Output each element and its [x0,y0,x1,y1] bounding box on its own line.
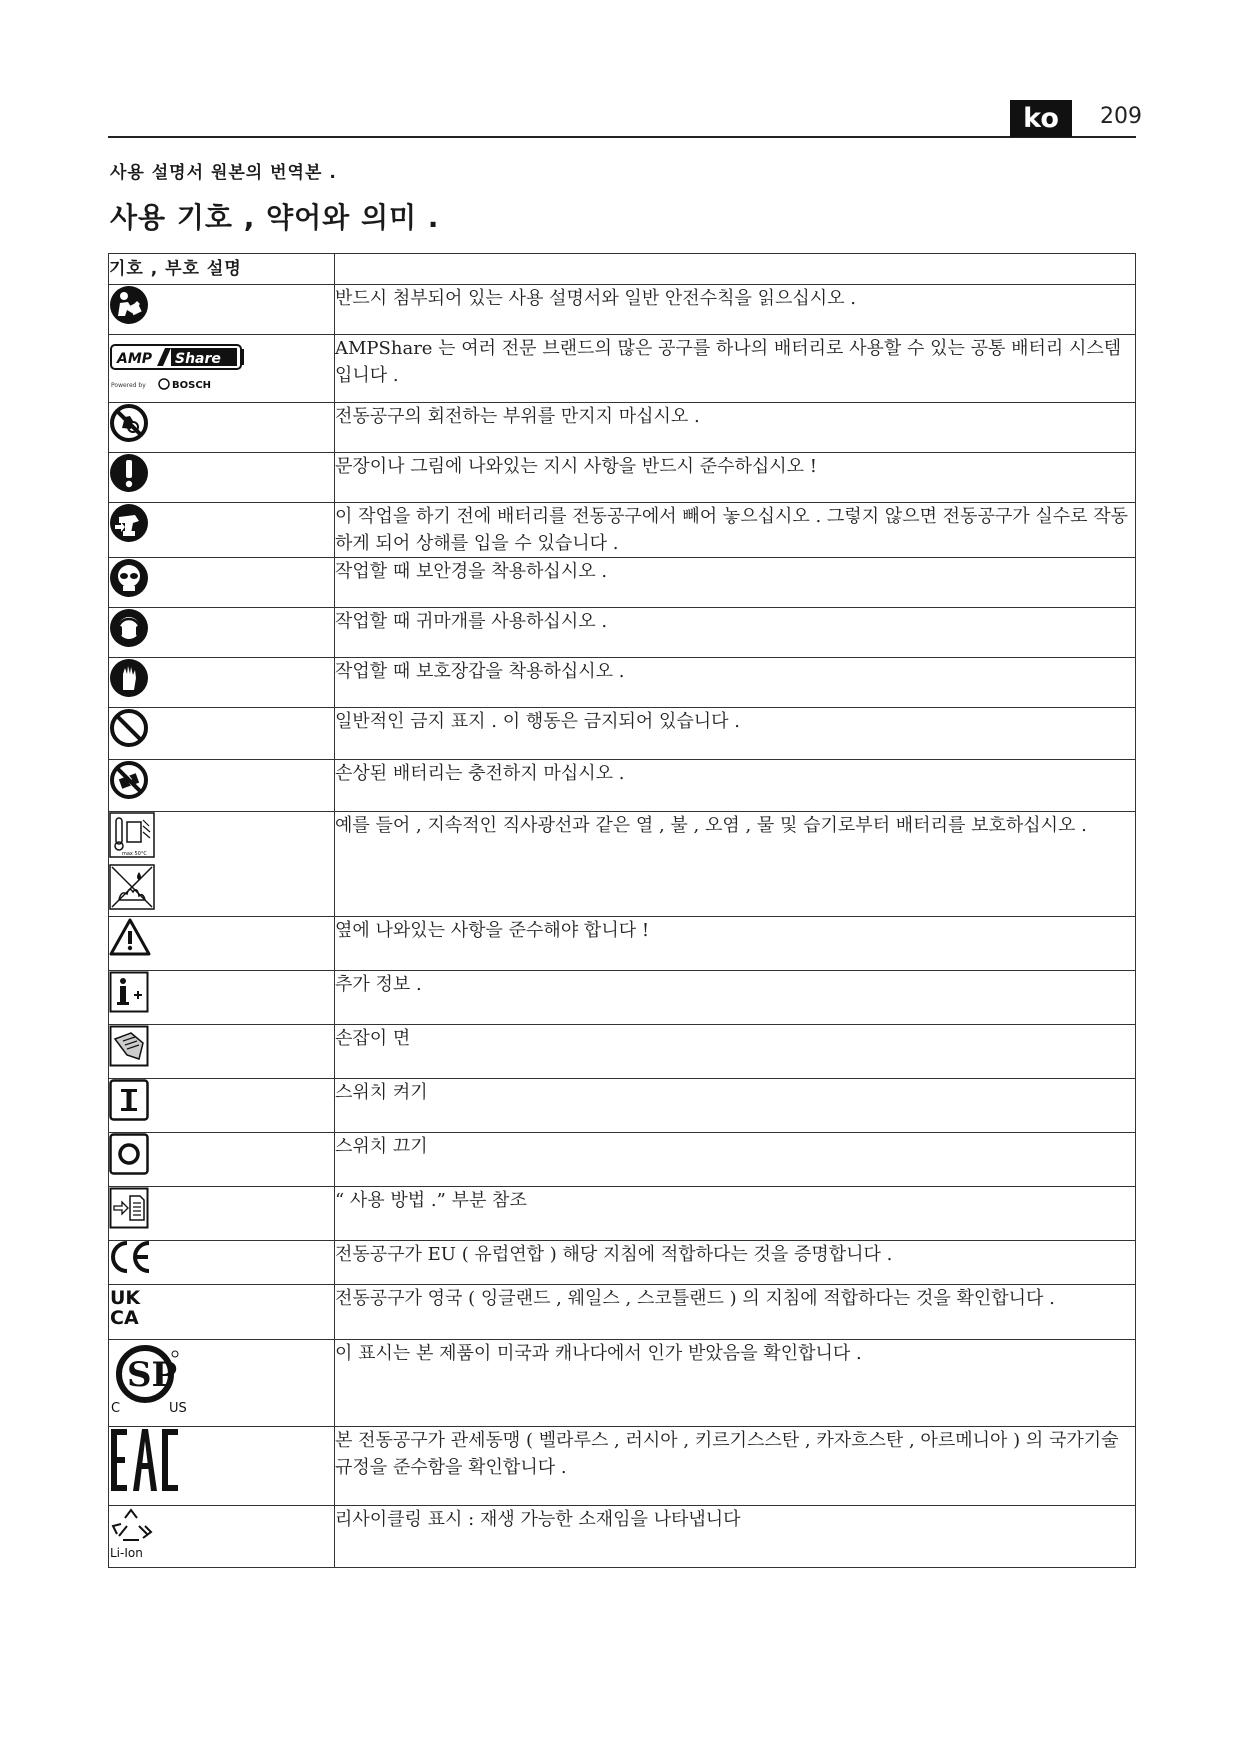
info-icon [109,971,149,1013]
warning-icon [109,917,151,957]
table-row [109,1241,1136,1285]
table-row [109,1025,1136,1079]
table-row [109,335,1136,403]
safety-glasses-icon [109,558,149,598]
li-ion-label: Li-Ion [110,1546,143,1560]
row-description: 일반적인 금지 표지 . 이 행동은 금지되어 있습니다 . [335,708,1136,760]
table-row [109,558,1136,608]
table-row [109,503,1136,558]
see-section-icon [109,1187,149,1229]
page-number: 209 [1100,104,1142,129]
remove-battery-icon [109,503,149,543]
ear-protection-icon [109,608,149,648]
symbols-table [108,253,1136,1568]
row-description: 손잡이 면 [335,1025,1136,1079]
table-header-row [109,254,1136,285]
mandatory-icon [109,453,149,493]
csa-us-text: US [169,1401,187,1414]
table-row [109,812,1136,917]
row-description: 반드시 첨부되어 있는 사용 설명서와 일반 안전수칙을 읽으십시오 . [335,285,1136,335]
row-description: 작업할 때 보안경을 착용하십시오 . [335,558,1136,608]
row-description: 스위치 끄기 [335,1133,1136,1187]
row-description: 추가 정보 . [335,971,1136,1025]
row-description: 전동공구의 회전하는 부위를 만지지 마십시오 . [335,403,1136,453]
page-title: 사용 기호 , 약어와 의미 . [110,201,440,234]
logo-powered-text: Powered by [111,382,146,389]
table-row [109,608,1136,658]
gloves-icon [109,658,149,698]
csa-c-text: C [111,1401,121,1414]
no-touch-rotating-icon [109,403,149,443]
recycling-icon [109,1506,157,1560]
no-fire-water-icon [109,864,155,910]
logo-amp-text: AMP [117,351,153,367]
row-description: 예를 들어 , 지속적인 직사광선과 같은 열 , 불 , 오염 , 물 및 습기로부터 배터리를 보호하십시오 . [335,812,1136,917]
table-row [109,658,1136,708]
eac-mark-icon [109,1427,181,1493]
table-row [109,1340,1136,1427]
row-description: 옆에 나와있는 사항을 준수해야 합니다 ! [335,917,1136,971]
ukca-mark-icon [109,1285,149,1327]
csa-center-text: SP [127,1355,178,1395]
table-row [109,285,1136,335]
row-description: 작업할 때 보호장갑을 착용하십시오 . [335,658,1136,708]
table-row [109,1187,1136,1241]
row-description: 작업할 때 귀마개를 사용하십시오 . [335,608,1136,658]
table-row [109,453,1136,503]
table-row [109,403,1136,453]
row-description: 전동공구가 EU ( 유럽연합 ) 해당 지침에 적합하다는 것을 증명합니다 . [335,1241,1136,1285]
row-description: 스위치 켜기 [335,1079,1136,1133]
ce-mark-icon [109,1241,153,1273]
table-row [109,1133,1136,1187]
ukca-top-text: UK [110,1287,141,1309]
max-temperature-label: max 50°C [122,851,147,857]
row-description: 본 전동공구가 관세동맹 ( 벨라루스 , 러시아 , 키르기스스탄 , 카자흐스탄 , 아르메니아 ) 의 국가기술규정을 준수함을 확인합니다 . [335,1427,1136,1506]
switch-on-icon [109,1079,149,1121]
row-description: 이 작업을 하기 전에 배터리를 전동공구에서 빼어 놓으십시오 . 그렇지 않으면 전동공구가 실수로 작동하게 되어 상해를 입을 수 있습니다 . [335,503,1136,558]
table-row [109,1285,1136,1340]
no-charge-damaged-icon [109,760,149,800]
column-header-symbol: 기호 , 부호 설명 [109,254,335,285]
header-rule [108,136,1136,138]
table-row [109,971,1136,1025]
logo-share-text: Share [175,351,221,367]
battery-heat-protection-icon [109,812,155,858]
row-description: 전동공구가 영국 ( 잉글랜드 , 웨일스 , 스코틀랜드 ) 의 지침에 적합하다는 것을 확인합니다 . [335,1285,1136,1340]
prohibition-icon [109,708,149,748]
table-row [109,1079,1136,1133]
ampshare-logo [109,335,249,393]
row-description: 문장이나 그림에 나와있는 지시 사항을 반드시 준수하십시오 ! [335,453,1136,503]
column-header-description [335,254,1136,285]
table-row [109,1506,1136,1568]
row-description: AMPShare 는 여러 전문 브랜드의 많은 공구를 하나의 배터리로 사용할 수 있는 공통 배터리 시스템입니다 . [335,335,1136,403]
table-row [109,708,1136,760]
row-description: 이 표시는 본 제품이 미국과 캐나다에서 인가 받았음을 확인합니다 . [335,1340,1136,1427]
document-subtitle: 사용 설명서 원본의 번역본 . [110,163,337,183]
handle-surface-icon [109,1025,149,1067]
row-description: 리사이클링 표시 : 재생 가능한 소재임을 나타냅니다 [335,1506,1136,1568]
row-description: 손상된 배터리는 충전하지 마십시오 . [335,760,1136,812]
csa-mark-icon [109,1340,199,1414]
switch-off-icon [109,1133,149,1175]
read-manual-icon [109,285,149,325]
logo-brand-text: BOSCH [172,380,212,391]
ukca-bottom-text: CA [110,1307,139,1327]
table-row [109,760,1136,812]
table-row [109,1427,1136,1506]
language-badge: ko [1010,100,1072,137]
row-description: “ 사용 방법 .” 부분 참조 [335,1187,1136,1241]
table-row [109,917,1136,971]
